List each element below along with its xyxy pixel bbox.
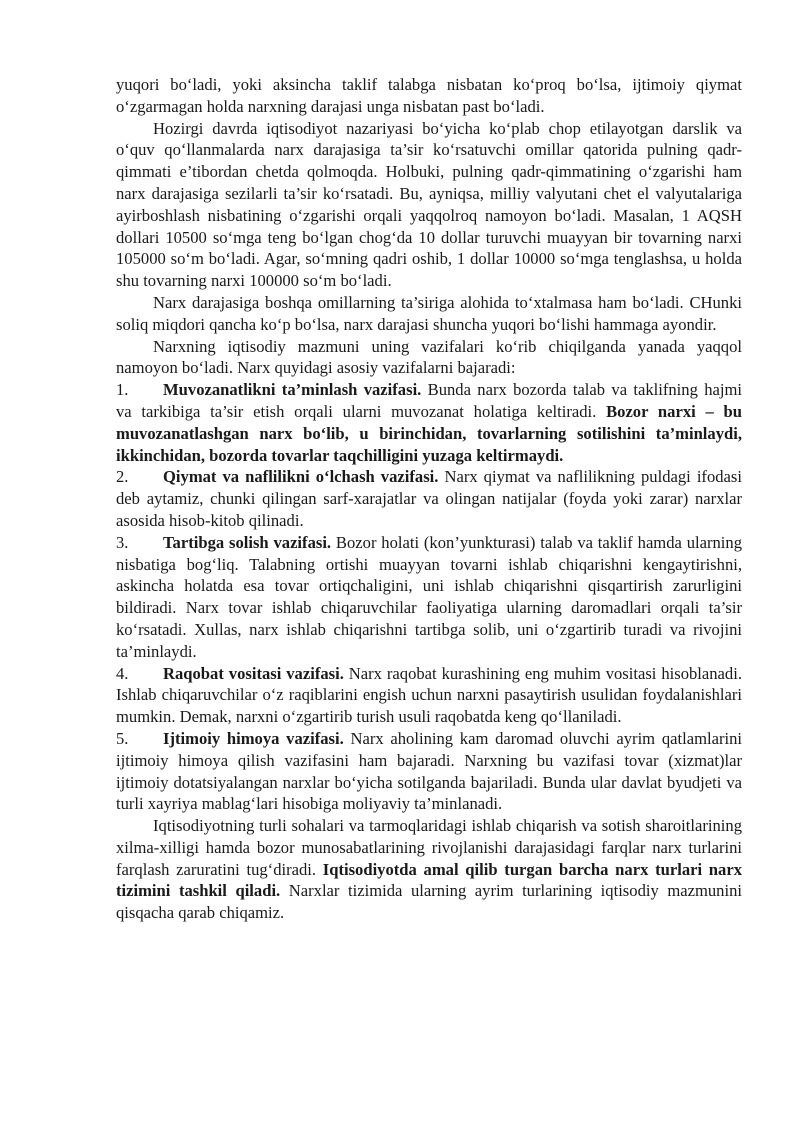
list-item-5 xyxy=(116,728,742,815)
list-item-4 xyxy=(116,663,742,728)
price-system-text-a: Iqtisodiyotning turli sohalari va tarmoqlaridagi ishlab chiqarish va sotish sharoitlarining xilma-xilligi hamda bozor munosabatlarining rivojlanishi darajasidagi farqlar narx turlarini farqlash zaruratini tug‘diradi. xyxy=(116,816,742,879)
list-item-3 xyxy=(116,532,742,663)
document-page xyxy=(116,74,742,924)
item-number: 4. xyxy=(116,663,129,683)
item-bold-text: Bozor narxi – bu muvozanatlashgan narx bo‘lib, u birinchidan, tovarlarning sotilishini ta’minlaydi, ikkinchidan, bozorda tovarlar taqchilligini yuzaga keltirmaydi. xyxy=(116,401,742,465)
price-system-text-b: Narxlar tizimida ularning ayrim turlarining iqtisodiy mazmunini qisqacha qarab chiqamiz. xyxy=(116,881,742,923)
item-text: Bunda narx bozorda talab va taklifning hajmi va tarkibiga ta’sir etish orqali ularni muvozanat holatiga keltiradi. xyxy=(116,380,742,421)
item-title: Tartibga solish vazifasi. xyxy=(163,532,332,552)
item-text: Narx raqobat kurashining eng muhim vositasi hisoblanadi. Ishlab chiqaruvchilar o‘z raqiblarini engish uchun narxni pasaytirish usulidan foydalanishlari mumkin. Demak, narxni o‘zgartirib turish usuli raqobatda keng qo‘llaniladi. xyxy=(116,663,742,727)
item-number: 1. xyxy=(116,380,129,400)
price-system-bold: Iqtisodiyotda amal qilib turgan barcha narx turlari narx tizimini tashkil qiladi. xyxy=(116,859,742,901)
item-text: Narx qiymat va naflilikning puldagi ifodasi deb aytamiz, chunki qilingan sarf-xarajatlar va olingan natijalar (foyda yoki zarar) narxlar asosida hisob-kitob qilinadi. xyxy=(116,467,742,530)
paragraph-continued: yuqori bo‘ladi, yoki aksincha taklif talabga nisbatan ko‘proq bo‘lsa, ijtimoiy qiymat o‘zgarmagan holda narxning darajasi unga nisbatan past bo‘ladi. xyxy=(116,75,742,116)
paragraph-price-system xyxy=(116,815,742,924)
item-text: Bozor holati (kon’yunkturasi) talab va taklif hamda ularning nisbatiga bog‘liq. Talabning ortishi muayyan tovarni ishlab chiqarishni kengaytirishni, askincha holatda esa tovar ortiqchaligini, uni ishlab chiqarishni qisqartirish zarurligini bildiradi. Narx tovar ishlab chiqaruvchilar faoliyatiga ularning daromadlari orqali ta’sir ko‘rsatadi. Xullas, narx ishlab chiqarishni tartibga solib, uni o‘zgartirib turadi va rivojini ta’minlaydi. xyxy=(116,532,743,661)
paragraph-tax-factor: Narx darajasiga boshqa omillarning ta’siriga alohida to‘xtalmasa ham bo‘ladi. CHunki soliq miqdori qancha ko‘p bo‘lsa, narx darajasi shuncha yuqori bo‘lishi hammaga ayondir. xyxy=(116,292,742,334)
item-title: Raqobat vositasi vazifasi. xyxy=(163,663,344,683)
item-title: Ijtimoiy himoya vazifasi. xyxy=(163,728,344,748)
paragraph-functions-intro: Narxning iqtisodiy mazmuni uning vazifalari ko‘rib chiqilganda yanada yaqqol namoyon bo‘ladi. Narx quyidagi asosiy vazifalarni bajaradi: xyxy=(116,336,742,378)
list-item-2 xyxy=(116,466,742,531)
paragraph-money-value: Hozirgi davrda iqtisodiyot nazariyasi bo‘yicha ko‘plab chop etilayotgan darslik va o‘quv qo‘llanmalarda narx darajasiga ta’sir ko‘rsatuvchi omillar qatorida pulning qadr-qimmati e’tibordan chetda qolmoqda. Holbuki, pulning qadr-qimmatining o‘zgarishi ham narx darajasiga sezilarli ta’sir ko‘rsatadi. Bu, ayniqsa, milliy valyutani chet el valyutalariga ayirboshlash nisbatining o‘zgarishi orqali yaqqolroq namoyon bo‘ladi. Masalan, 1 AQSH dollari 10500 so‘mga teng bo‘lgan chog‘da 10 dollar turuvchi muayyan bir tovarning narxi 105000 so‘m bo‘ladi. Agar, so‘mning qadri oshib, 1 dollar 10000 so‘mga tenglashsa, u holda shu tovarning narxi 100000 so‘m bo‘ladi. xyxy=(116,118,742,291)
item-number: 2. xyxy=(116,467,129,487)
item-number: 3. xyxy=(116,532,129,552)
item-title: Qiymat va naflilikni o‘lchash vazifasi. xyxy=(163,467,439,487)
item-title: Muvozanatlikni ta’minlash vazifasi. xyxy=(163,380,422,400)
item-text: Narx aholining kam daromad oluvchi ayrim qatlamlarini ijtimoiy himoya qilish vazifasini ham bajaradi. Narxning bu vazifasi tovar (xizmat)lar ijtimoiy dotatsiyalangan narxlar bo‘yicha sotilganda bajariladi. Bunda ular davlat byudjeti va turli xayriya mablag‘lari hisobiga moliyaviy ta’minlanadi. xyxy=(116,728,742,814)
list-item-1 xyxy=(116,379,742,466)
item-number: 5. xyxy=(116,728,129,748)
